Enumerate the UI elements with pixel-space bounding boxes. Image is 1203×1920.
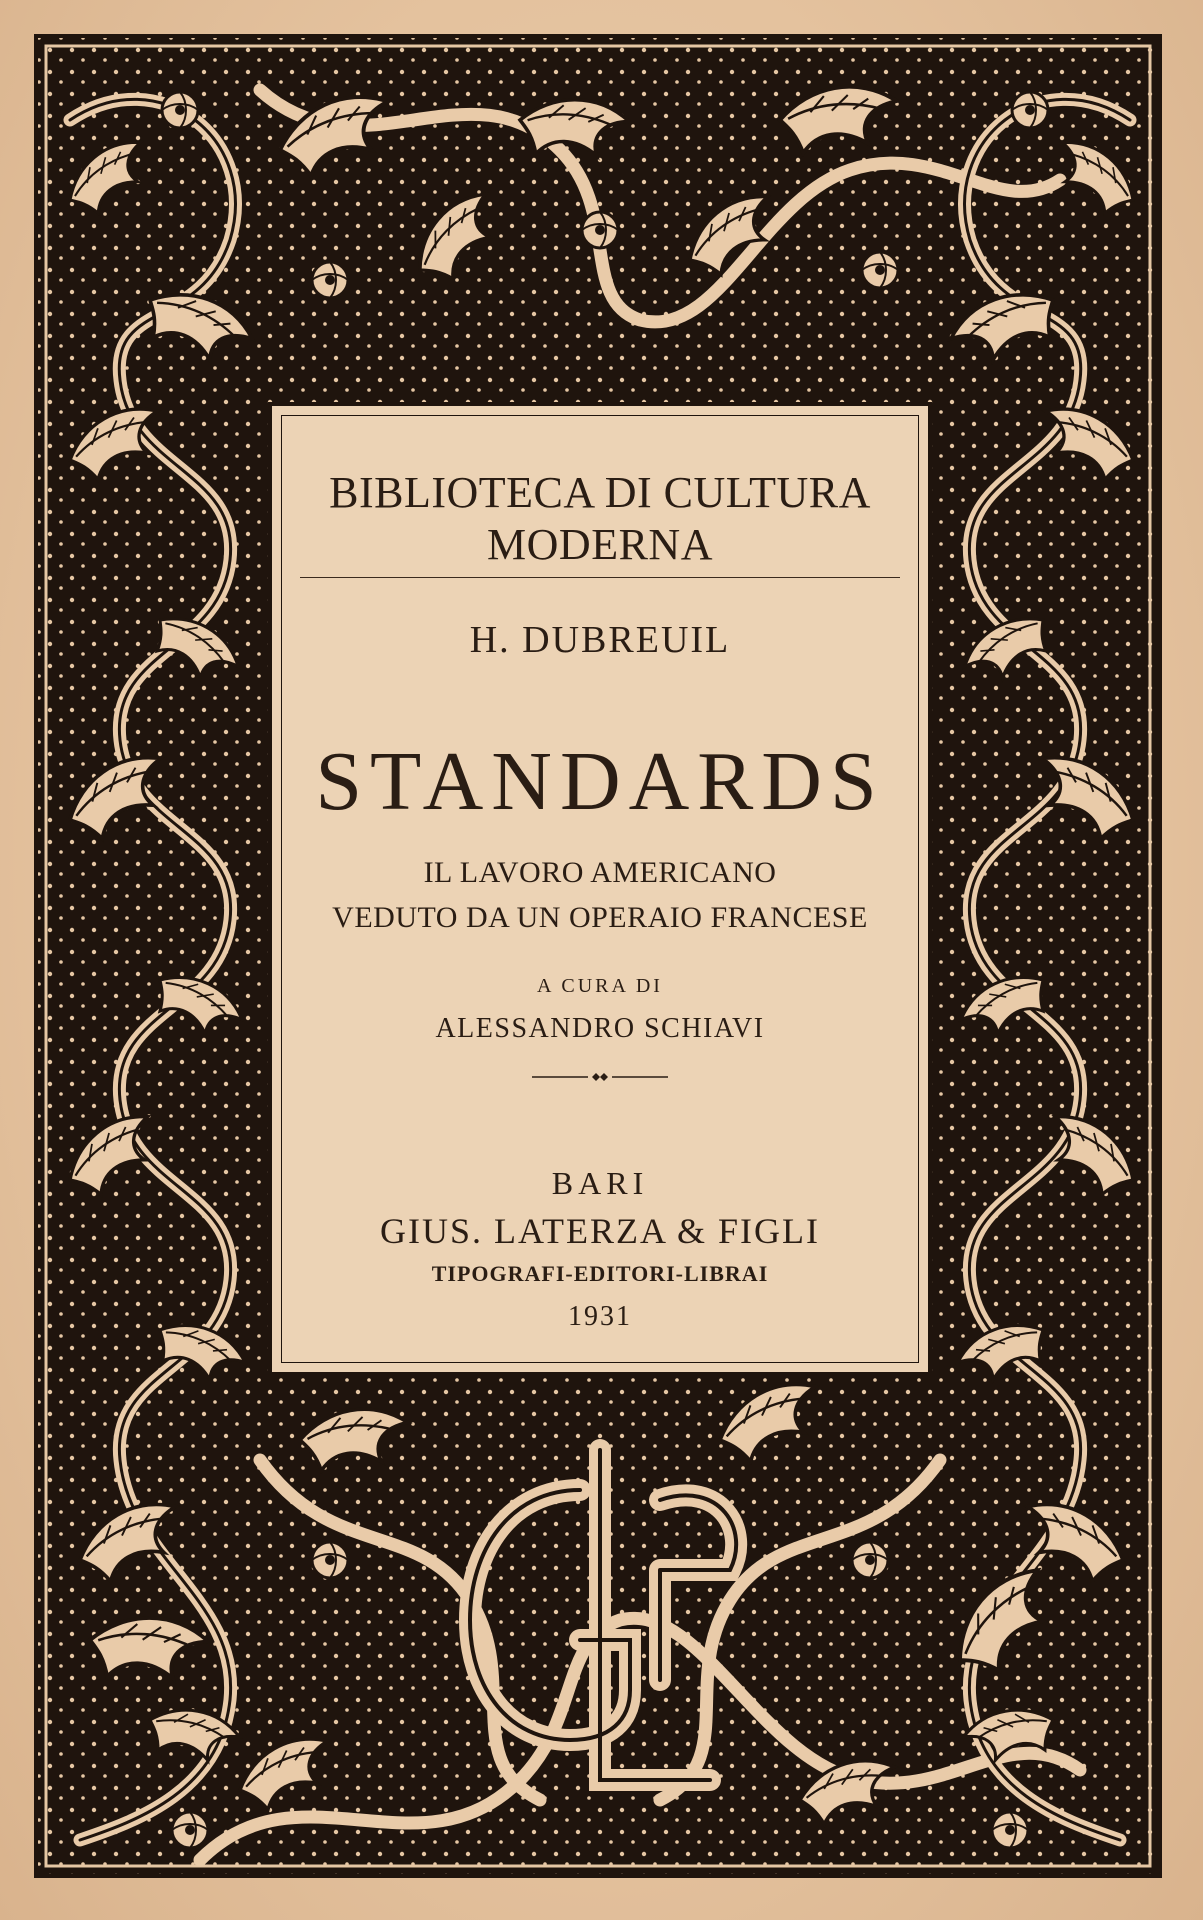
series-name-line1: BIBLIOTECA DI CULTURA: [329, 468, 871, 517]
curator-label: A CURA DI: [537, 975, 663, 997]
title-panel: [282, 416, 918, 1362]
publisher-name: GIUS. LATERZA & FIGLI: [380, 1211, 820, 1251]
author-name: H. DUBREUIL: [469, 619, 731, 661]
book-title: STANDARDS: [315, 735, 885, 828]
series-name-line2: MODERNA: [487, 520, 713, 569]
divider-rule: [300, 577, 900, 578]
publication-year: 1931: [568, 1301, 632, 1332]
publisher-monogram-icon: [430, 1420, 770, 1820]
subtitle-line2: VEDUTO DA UN OPERAIO FRANCESE: [332, 901, 868, 934]
publisher-trade: TIPOGRAFI-EDITORI-LIBRAI: [431, 1261, 769, 1286]
ornament-divider-icon: [532, 1072, 668, 1082]
publication-city: BARI: [551, 1165, 649, 1201]
curator-name: ALESSANDRO SCHIAVI: [435, 1013, 765, 1044]
subtitle-line1: IL LAVORO AMERICANO: [423, 856, 777, 889]
